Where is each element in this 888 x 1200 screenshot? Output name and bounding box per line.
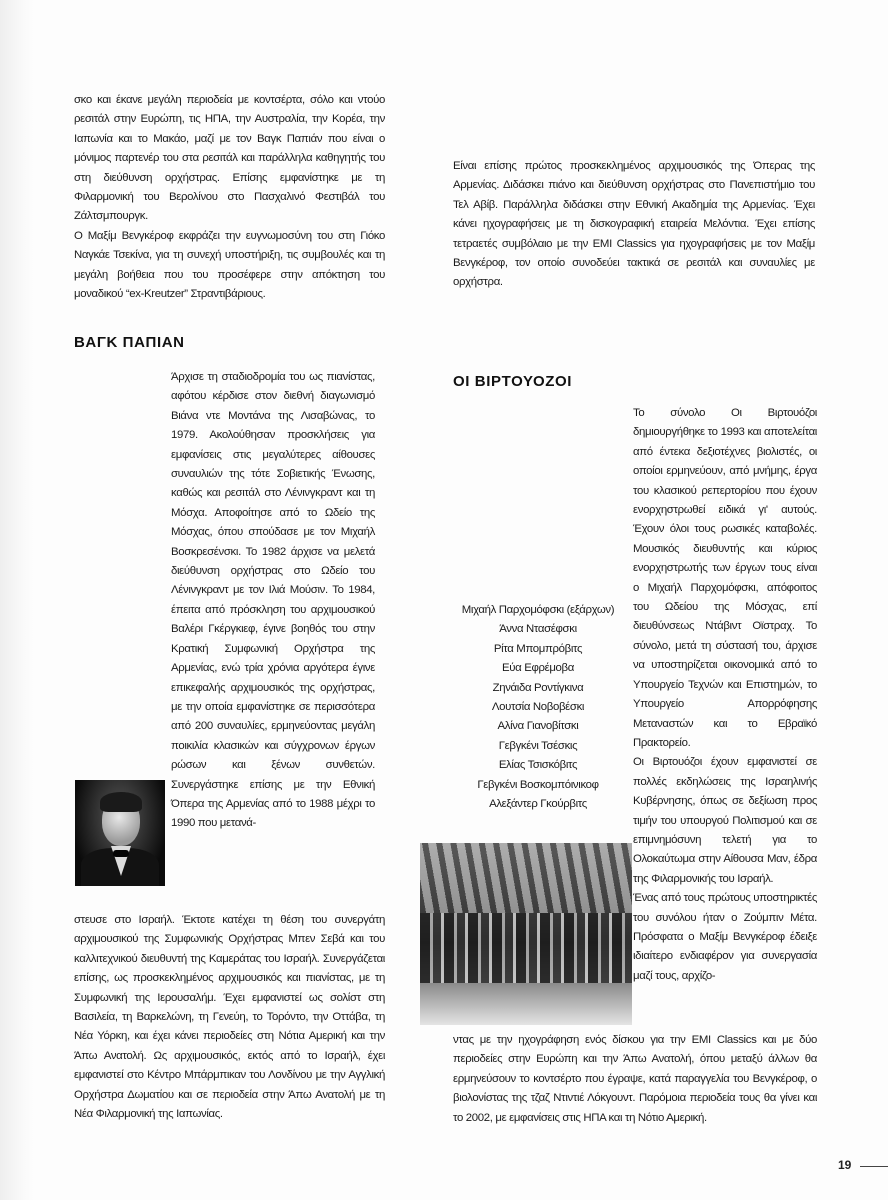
papian-portrait-photo — [75, 780, 165, 886]
virtuosi-bio-continuation — [453, 1031, 817, 1128]
member-name: Αλίνα Γιανοβίτσκι — [497, 720, 579, 733]
member-name: Γεβγκένι Τσέσκις — [498, 739, 578, 752]
papian-bio-continuation — [453, 157, 815, 293]
member-name: Γεβγκένι Βοσκομπόινικοφ — [477, 778, 599, 791]
paragraph: Το σύνολο Οι Βιρτουόζοι δημιουργήθηκε το 1993 και αποτελείται από έντεκα δεξιοτέχνες βιολιστές, οι οποίοι ερμηνεύουν, από μνήμης, έργα του κλασικού ρεπερτορίου που έχουν ενορχηστρωθεί ειδικά γι' αυτούς. Έχουν όλοι τους ρωσικές καταβολές. Μουσικός διευθυντής και κύριος ενορχηστρωτής των έργων τους είναι ο Μιχαήλ Παρχομόφσκι, απόφοιτος του Ωδείου της Μόσχας, επί διευθύνσεως Ντάβιντ Οϊστραχ. Το σύνολο, μετά τη σύστασή του, άρχισε να υποστηρίζεται οικονομικά από το Υπουργείο Τεχνών και Επιστημών, το Υπουργείο Απορρόφησης Μεταναστών και το Εβραϊκό Πρακτορείο. — [633, 407, 817, 749]
member-name: Ελίας Τσισκόβιτς — [498, 759, 578, 772]
papian-bio-part1 — [171, 368, 375, 834]
member-name: Μιχαήλ Παρχομόφσκι (εξάρχων) — [461, 604, 615, 616]
virtuosi-member-list — [450, 601, 626, 814]
papian-heading: ΒΑΓΚ ΠΑΠΙΑΝ — [74, 334, 185, 351]
paragraph: Είναι επίσης πρώτος προσκεκλημένος αρχιμουσικός της Όπερας της Αρμενίας. Διδάσκει πιάνο και διεύθυνση ορχήστρας στο Πανεπιστήμιο του Τελ Αβίβ. Παράλληλα διδάσκει στην Εθνική Ακαδημία της Αρμενίας. Έχει κάνει ηχογραφήσεις με τη δισκογραφική εταιρεία Μελόντια. Έχει επίσης τετραετές συμβόλαιο με την EMI Classics για ηχογραφήσεις με τον Μαξίμ Βενγκέροφ, τον οποίο συνοδεύει τακτικά σε ρεσιτάλ και συναυλίες με ορχήστρα. — [453, 160, 815, 289]
paragraph: σκο και έκανε μεγάλη περιοδεία με κοντσέρτα, σόλο και ντούο ρεσιτάλ στην Ευρώπη, τις ΗΠΑ, την Αυστραλία, την Κορέα, την Ιαπωνία και το Μακάο, μαζί με τον Βαγκ Παπιάν που είναι ο μόνιμος παρτενέρ του στα ρεσιτάλ και παράλληλα καθηγητής του στη διεύθυνση ορχήστρας. Επίσης εμφανίστηκε με τη Φιλαρμονική του Βερολίνου στο Πασχαλινό Φεστιβάλ του Ζάλτσμπουργκ. — [74, 94, 385, 223]
paragraph: ντας με την ηχογράφηση ενός δίσκου για την EMI Classics και με δύο περιοδείες στην Ευρώπη και την Άπω Ανατολή, όπου μεταξύ άλλων θα ερμηνεύσουν το κοντσέρτο που έγραψε, κατά παραγγελία του Βενγκέροφ, ο βιολονίστας της τζαζ Ντιντιέ Λόκγουντ. Παρόμοια περιοδεία τους θα γίνει και το 2002, με εμφανίσεις στις ΗΠΑ και τη Νότιο Αμερική. — [453, 1034, 817, 1124]
vengerov-bio-continuation — [74, 91, 385, 304]
member-name: Ρίτα Μπομπρόβιτς — [493, 642, 583, 655]
paragraph: Άρχισε τη σταδιοδρομία του ως πιανίστας, αφότου κέρδισε στον διεθνή διαγωνισμό Βιάνα ντε Μοντάνα της Λισαβώνας, το 1979. Ακολούθησαν προσκλήσεις για εμφανίσεις στις μεγαλύτερες αίθουσες συναυλιών της τότε Σοβιετικής Ένωσης, καθώς και ρεσιτάλ στο Λένινγκραντ και τη Μόσχα. Αποφοίτησε από το Ωδείο της Μόσχας, όπου σπούδασε με τον Μιχαήλ Βοσκρεσένσκι. Το 1982 άρχισε να μελετά διεύθυνση ορχήστρας στο Ωδείο του Λένινγκραντ με τον Ιλιά Μούσιν. Το 1984, έπειτα από πρόσκληση του αρχιμουσικού Βαλέρι Γκέργκιεφ, έγινε βοηθός του στην Κρατική Συμφωνική Ορχήστρα της Αρμενίας, ενώ τρία χρόνια αργότερα έγινε επικεφαλής αρχιμουσικός της ορχήστρας, με την οποία εμφανίστηκε σε περισσότερα από 200 συναυλίες, ερμηνεύοντας μεγάλη ποικιλία κλασικών και σύγχρονων έργων ρώσων και ξένων συνθετών. Συνεργάστηκε επίσης με την Εθνική Όπερα της Αρμενίας από το 1988 μέχρι το 1990 που μετανά- — [171, 371, 375, 830]
papian-bio-part2 — [74, 911, 385, 1124]
virtuosi-heading: ΟΙ ΒΙΡΤΟΥΟΖΟΙ — [453, 373, 573, 390]
paragraph: Ένας από τους πρώτους υποστηρικτές του συνόλου ήταν ο Ζούμπιν Μέτα. Πρόσφατα ο Μαξίμ Βενγκέροφ έδειξε ιδιαίτερο ενδιαφέρον για συνεργασία μαζί τους, αρχίζο- — [633, 892, 817, 982]
member-name: Ζηνάιδα Ροντίγκινα — [492, 681, 584, 694]
page-number: 19 — [838, 1158, 852, 1172]
virtuosi-bio — [633, 404, 817, 986]
page-gutter — [0, 0, 34, 1200]
virtuosi-group-photo — [420, 843, 632, 1025]
member-name: Εύα Εφρέμοβα — [502, 662, 574, 675]
paragraph: στευσε στο Ισραήλ. Έκτοτε κατέχει τη θέση του συνεργάτη αρχιμουσικού της Συμφωνικής Ορχήστρας Μπεν Σεβά και του καλλιτεχνικού διευθυντή της Καμεράτας του Ισραήλ. Συνεργάζεται επίσης, ως προσκεκλημένος αρχιμουσικός και πιανίστας, με τη Συμφωνική της Ιερουσαλήμ. Έχει εμφανιστεί ως σολίστ στη Βασιλεία, τη Βαρκελώνη, τη Γενεύη, το Τορόντο, την Οττάβα, τη Νέα Υόρκη, και έχει κάνει περιοδείες στη Νότια Αμερική και την Άπω Ανατολή. Ως αρχιμουσικός, εκτός από το Ισραήλ, έχει εμφανιστεί στο Κέντρο Μπάρμπικαν του Λονδίνου με την Αγγλική Ορχήστρα Δωματίου και σε περιοδεία στην Άπω Ανατολή με τη Νέα Φιλαρμονική της Ιαπωνίας. — [74, 914, 385, 1121]
paragraph: Οι Βιρτουόζοι έχουν εμφανιστεί σε πολλές εκδηλώσεις της Ισραηλινής Κυβέρνησης, όπως σε δεξίωση προς τιμήν του υπουργού Πολιτισμού και σε επιμνημόσυνη τελετή για το Ολοκαύτωμα στην Αίθουσα Μαν, έδρα της Φιλαρμονικής του Ισραήλ. — [633, 756, 817, 885]
paragraph: Ο Μαξίμ Βενγκέροφ εκφράζει την ευγνωμοσύνη του στη Γιόκο Ναγκάε Τσεκίνα, για τη συνεχή υποστήριξη, τις συμβουλές και τη μεγάλη βοήθεια που του προσέφερε στην απόκτηση του μοναδικού “ex-Kreutzer” Στραντιβάριους. — [74, 229, 385, 301]
member-name: Άννα Ντασέφσκι — [499, 623, 577, 636]
page-number-rule — [860, 1166, 888, 1167]
member-name: Αλεξάντερ Γκούρβιτς — [489, 798, 587, 811]
member-name: Λουτσία Νοβοβέσκι — [491, 701, 585, 714]
